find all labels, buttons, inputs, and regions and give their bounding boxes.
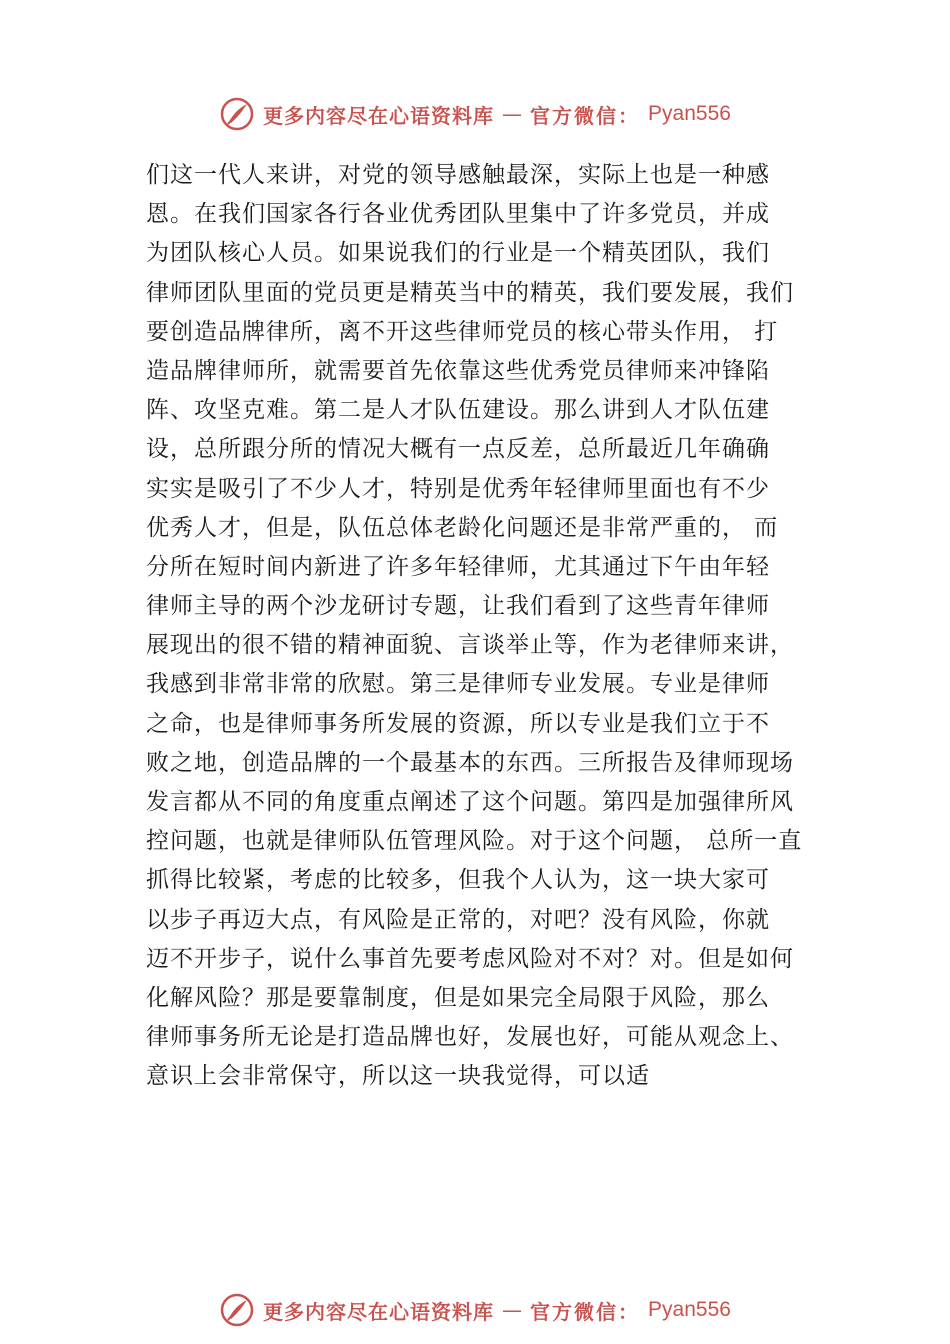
footer-official-label: 官方微信： bbox=[530, 1299, 641, 1324]
text-line: 律师事务所无论是打造品牌也好，发展也好，可能从观念上、 bbox=[146, 1024, 794, 1051]
text-line: 实实是吸引了不少人才，特别是优秀年轻律师里面也有不少 bbox=[146, 475, 770, 502]
document-body bbox=[146, 156, 826, 1097]
header-official-label: 官方微信： bbox=[530, 103, 641, 128]
text-line: 们这一代人来讲，对党的领导感触最深，实际上也是一种感 bbox=[146, 162, 770, 188]
text-line: 造品牌律师所，就需要首先依靠这些优秀党员律师来冲锋陷 bbox=[146, 357, 770, 384]
text-line: 恩。在我们国家各行各业优秀团队里集中了许多党员，并成 bbox=[146, 201, 770, 228]
footer-wechat-id: Pyan556 bbox=[648, 1298, 731, 1321]
header-banner bbox=[0, 94, 950, 134]
text-line: 化解风险？那是要靠制度，但是如果完全局限于风险，那么 bbox=[146, 984, 770, 1011]
text-line: 为团队核心人员。如果说我们的行业是一个精英团队，我们 bbox=[146, 240, 770, 267]
text-line: 律师团队里面的党员更是精英当中的精英，我们要发展，我们 bbox=[146, 279, 794, 306]
text-line: 律师主导的两个沙龙研讨专题，让我们看到了这些青年律师 bbox=[146, 593, 770, 620]
footer-dash: — bbox=[502, 1298, 523, 1322]
text-line: 发言都从不同的角度重点阐述了这个问题。第四是加强律所风 bbox=[146, 789, 794, 815]
text-line: 抓得比较紧，考虑的比较多，但我个人认为，这一块大家可 bbox=[146, 867, 770, 894]
text-line: 分所在短时间内新进了许多年轻律师，尤其通过下午由年轻 bbox=[146, 553, 770, 580]
text-line: 控问题，也就是律师队伍管理风险。对于这个问题， 总所一直 bbox=[146, 828, 803, 855]
header-brand-text: 更多内容尽在心语资料库 bbox=[263, 103, 495, 128]
text-line: 阵、攻坚克难。第二是人才队伍建设。那么讲到人才队伍建 bbox=[146, 397, 770, 424]
text-line: 意识上会非常保守，所以这一块我觉得，可以适 bbox=[146, 1063, 650, 1090]
quill-logo-icon bbox=[219, 1292, 255, 1328]
footer-banner bbox=[0, 1290, 950, 1330]
text-line: 以步子再迈大点，有风险是正常的，对吧？没有风险，你就 bbox=[146, 906, 770, 933]
footer-brand-text: 更多内容尽在心语资料库 bbox=[263, 1299, 495, 1324]
text-line: 要创造品牌律所，离不开这些律师党员的核心带头作用， 打 bbox=[146, 318, 779, 345]
quill-logo-icon bbox=[219, 96, 255, 132]
header-wechat-id: Pyan556 bbox=[648, 102, 731, 125]
text-line: 败之地，创造品牌的一个最基本的东西。三所报告及律师现场 bbox=[146, 749, 794, 776]
text-line: 迈不开步子，说什么事首先要考虑风险对不对？对。但是如何 bbox=[146, 945, 794, 972]
text-line: 之命，也是律师事务所发展的资源，所以专业是我们立于不 bbox=[146, 710, 770, 737]
text-line: 我感到非常非常的欣慰。第三是律师专业发展。专业是律师 bbox=[146, 671, 770, 698]
text-line: 优秀人才，但是，队伍总体老龄化问题还是非常严重的， 而 bbox=[146, 514, 779, 541]
text-line: 展现出的很不错的精神面貌、言谈举止等，作为老律师来讲， bbox=[146, 632, 794, 659]
text-line: 设，总所跟分所的情况大概有一点反差，总所最近几年确确 bbox=[146, 436, 770, 463]
header-dash: — bbox=[502, 102, 523, 126]
